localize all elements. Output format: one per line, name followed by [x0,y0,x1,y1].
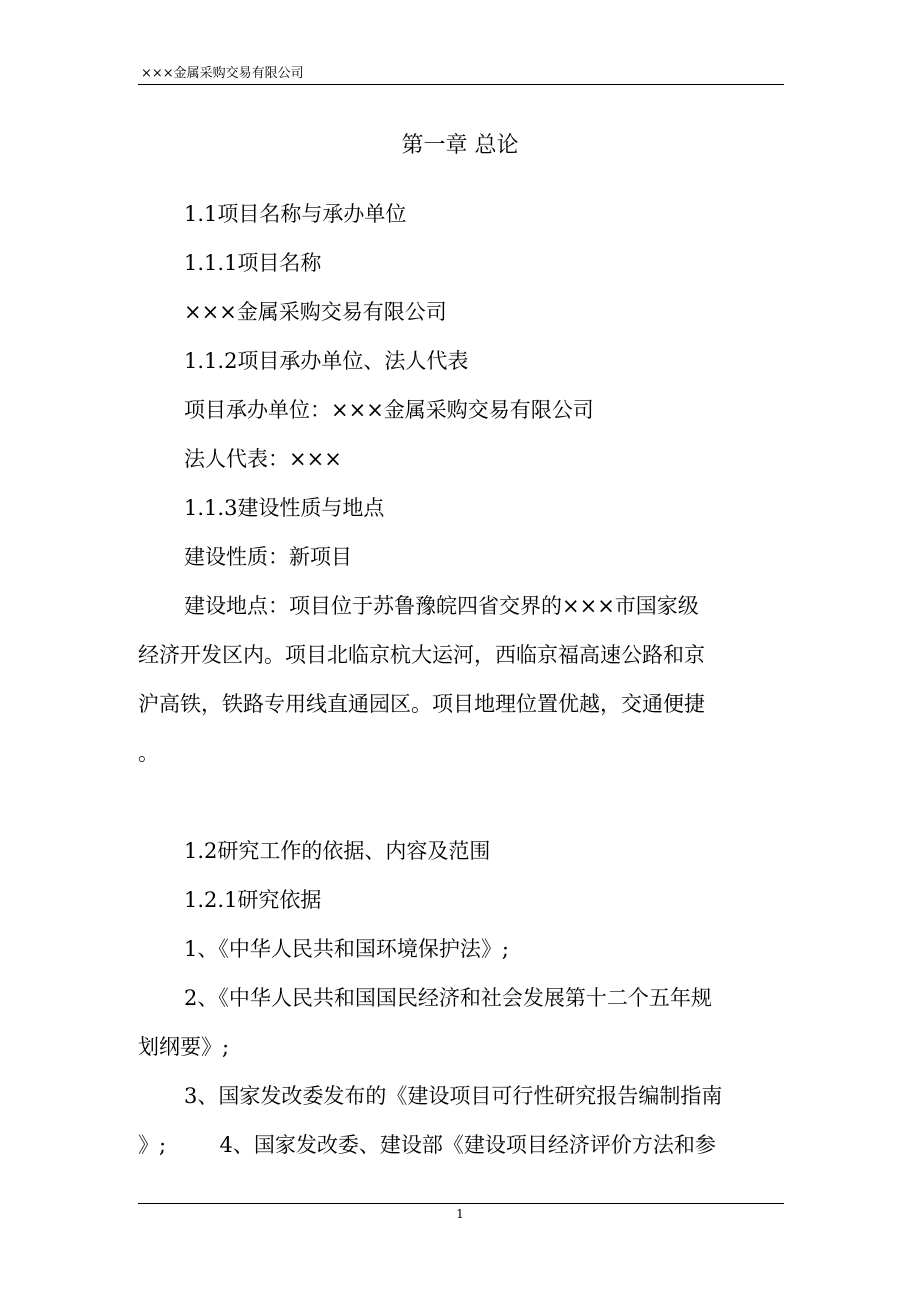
page-number: 1 [456,1207,464,1221]
location-paragraph-line-4: 。 [138,741,159,765]
basis-item-2-line-1: 2、《中华人民共和国国民经济和社会发展第十二个五年规 [184,986,712,1010]
location-paragraph-line-1: 建设地点：项目位于苏鲁豫皖四省交界的×××市国家级 [184,594,699,618]
project-name: ×××金属采购交易有限公司 [184,300,447,324]
basis-item-3-line-1: 3、国家发改委发布的《建设项目可行性研究报告编制指南 [184,1084,723,1108]
location-paragraph-line-2: 经济开发区内。项目北临京杭大运河，西临京福高速公路和京 [138,643,705,667]
subsection-heading-1-1-2: 1.1.2项目承办单位、法人代表 [184,349,469,373]
location-paragraph-line-3: 沪高铁，铁路专用线直通园区。项目地理位置优越，交通便捷 [138,692,705,716]
basis-item-2-line-2: 划纲要》; [138,1035,230,1059]
legal-representative: 法人代表：××× [184,447,342,471]
footer-rule [138,1203,784,1204]
subsection-heading-1-1-3: 1.1.3建设性质与地点 [184,496,385,520]
basis-item-3-4-line: 》; 4、国家发改委、建设部《建设项目经济评价方法和参 [138,1133,716,1157]
header-company: ×××金属采购交易有限公司 [141,66,304,81]
subsection-heading-1-1-1: 1.1.1项目名称 [184,251,322,275]
host-unit: 项目承办单位：×××金属采购交易有限公司 [184,398,594,422]
section-heading-1-2: 1.2研究工作的依据、内容及范围 [184,839,491,863]
section-heading-1-1: 1.1项目名称与承办单位 [184,202,407,226]
construction-nature: 建设性质：新项目 [184,545,352,569]
chapter-title: 第一章 总论 [401,133,519,158]
basis-item-1: 1、《中华人民共和国环境保护法》; [184,937,509,961]
header-rule [138,84,784,85]
subsection-heading-1-2-1: 1.2.1研究依据 [184,888,322,912]
